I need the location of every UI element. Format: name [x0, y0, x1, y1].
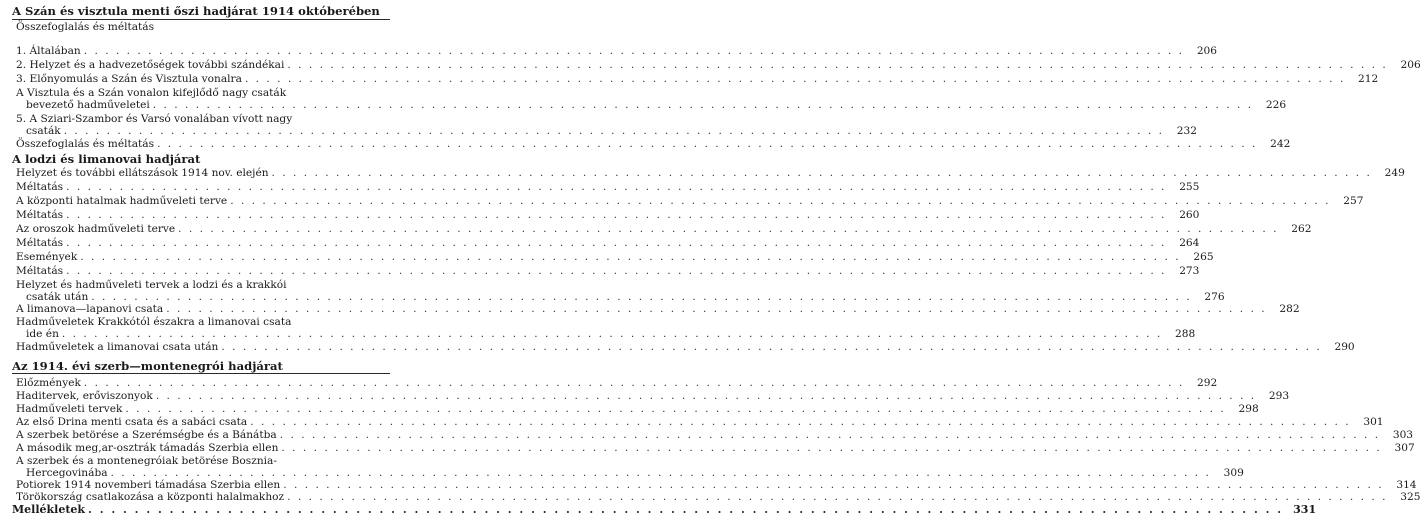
- entry-label: Méltatás: [16, 237, 64, 249]
- entry-label: Méltatás: [16, 209, 64, 221]
- page-number: 290: [1334, 341, 1355, 353]
- entry-label: Potiorek 1914 novemberi támadása Szerbia ellen: [16, 479, 281, 491]
- toc-entry: [16, 73, 1379, 85]
- dot-leader: [156, 390, 1256, 402]
- dot-leader: [111, 467, 1211, 479]
- entry-label-continued: ide én: [26, 328, 59, 340]
- dot-leader: [153, 99, 1253, 111]
- entry-label: A szerbek betörése a Szerémségbe és a Bánátba: [16, 429, 277, 441]
- page-number: 273: [1179, 265, 1200, 277]
- toc-entry: [16, 316, 1196, 340]
- toc-entry: [16, 209, 1200, 221]
- dot-leader: [178, 223, 1278, 235]
- entry-label: Helyzet és további ellátszások 1914 nov. elején: [16, 167, 269, 179]
- toc-entry: [16, 265, 1200, 277]
- dot-leader: [287, 59, 1387, 71]
- page-number: 276: [1204, 291, 1225, 303]
- entry-label: A központi hatalmak hadműveleti terve: [16, 195, 228, 207]
- dot-leader: [66, 265, 1166, 277]
- page-number: 282: [1279, 303, 1300, 315]
- section-title: A Szán és visztula menti őszi hadjárat 1914 októberében: [12, 4, 380, 18]
- entry-label: Méltatás: [16, 181, 64, 193]
- section-rule: [12, 373, 390, 374]
- entry-label-continued: csaták: [26, 125, 61, 137]
- entry-label: Az első Drina menti csata és a sabáci csata: [16, 416, 248, 428]
- dot-leader: [62, 328, 1162, 340]
- dot-leader: [283, 479, 1383, 491]
- page-number: 226: [1265, 99, 1287, 111]
- dot-leader: [272, 167, 1372, 179]
- toc-entry: [16, 138, 1291, 150]
- section-title: Az 1914. évi szerb—montenegrói hadjárat: [12, 359, 283, 373]
- page-number: 206: [1400, 59, 1421, 71]
- entry-label-continued: Hercegovinába: [26, 467, 108, 479]
- entry-label: 5. A Sziari-Szambor és Varsó vonalában vívott nagy: [16, 113, 293, 125]
- toc-entry-appendix: [12, 503, 1317, 516]
- entry-label: Hadműveletek Krakkótól északra a limanovai csata: [16, 316, 292, 328]
- toc-entry: [16, 167, 1405, 179]
- dot-leader: [281, 442, 1381, 454]
- page-number: 307: [1394, 442, 1415, 454]
- page-number: 331: [1293, 503, 1317, 516]
- dot-leader: [287, 491, 1387, 503]
- page-number: 242: [1270, 138, 1291, 150]
- page-number: 262: [1291, 223, 1312, 235]
- page-number: 292: [1197, 377, 1218, 389]
- entry-label: 3. Előnyomulás a Szán és Visztula vonalra: [16, 73, 242, 85]
- toc-entry: [16, 87, 1287, 111]
- toc-entry: [16, 416, 1384, 428]
- section-title: A lodzi és limanovai hadjárat: [12, 152, 201, 166]
- toc-entry: [16, 251, 1214, 263]
- toc-entry: [16, 491, 1421, 503]
- page-number: 249: [1384, 167, 1405, 179]
- page-number: 232: [1176, 125, 1198, 137]
- dot-leader: [157, 138, 1257, 150]
- dot-leader: [66, 181, 1166, 193]
- dot-leader: [88, 504, 1283, 516]
- dot-leader: [125, 403, 1225, 415]
- entry-label: Törökország csatlakozása a központi halalmakhoz: [16, 491, 285, 503]
- toc-entry: [16, 279, 1225, 303]
- page-number: 301: [1363, 416, 1384, 428]
- entry-label-continued: csaták után: [26, 291, 89, 303]
- dot-leader: [84, 377, 1184, 389]
- entry-label: Haditervek, erőviszonyok: [16, 390, 153, 402]
- appendix-label: Mellékletek: [12, 503, 86, 516]
- toc-entry: [16, 390, 1290, 402]
- dot-leader: [245, 73, 1345, 85]
- dot-leader: [230, 195, 1330, 207]
- toc-entry: [16, 455, 1244, 479]
- page-number: 325: [1400, 491, 1421, 503]
- toc-entry: [16, 21, 394, 33]
- dot-leader: [221, 341, 1321, 353]
- entry-label: Hadműveleti tervek: [16, 403, 123, 415]
- page-number: 309: [1223, 467, 1244, 479]
- entry-label: A Visztula és a Szán vonalon kifejlődő nagy csaták: [16, 87, 287, 99]
- entry-label: Az oroszok hadműveleti terve: [16, 223, 176, 235]
- page-number: 288: [1175, 328, 1196, 340]
- page-number: 212: [1358, 73, 1379, 85]
- dot-leader: [64, 125, 1164, 137]
- page-number: 265: [1193, 251, 1214, 263]
- dot-leader: [166, 303, 1266, 315]
- entry-label: 1. Általában: [16, 45, 81, 57]
- toc-entry: [16, 237, 1200, 249]
- toc-entry: [16, 195, 1364, 207]
- entry-label: Összefoglalás és méltatás: [16, 21, 155, 33]
- entry-label: A limanova—lapanovi csata: [16, 303, 164, 315]
- dot-leader: [280, 429, 1380, 441]
- toc-entry: [16, 181, 1200, 193]
- toc-entry: [16, 45, 1218, 57]
- page-number: 264: [1179, 237, 1200, 249]
- entry-label: Összefoglalás és méltatás: [16, 138, 155, 150]
- toc-entry: [16, 223, 1312, 235]
- entry-label-continued: bevezető hadműveletei: [26, 99, 150, 111]
- page-number: 293: [1268, 390, 1290, 402]
- toc-entry: [16, 303, 1300, 315]
- toc-entry: [16, 403, 1259, 415]
- entry-label: A második meg,ar-osztrák támadás Szerbia ellen: [16, 442, 279, 454]
- toc-entry: [16, 479, 1417, 491]
- page-number: 303: [1392, 429, 1414, 441]
- toc-entry: [16, 429, 1414, 441]
- page-number: 257: [1343, 195, 1364, 207]
- page-number: 255: [1179, 181, 1200, 193]
- section-rule: [12, 19, 390, 20]
- entry-label: Előzmények: [16, 377, 81, 389]
- page-number: 314: [1396, 479, 1417, 491]
- dot-leader: [84, 45, 1184, 57]
- entry-label: Hadműveletek a limanovai csata után: [16, 341, 219, 353]
- toc-entry: [16, 442, 1415, 454]
- toc-entry: [16, 113, 1198, 137]
- entry-label: A szerbek és a montenegróiak betörése Bosznia-: [16, 455, 277, 467]
- page-number: 206: [1196, 45, 1218, 57]
- toc-entry: [16, 59, 1421, 71]
- dot-leader: [66, 237, 1166, 249]
- dot-leader: [250, 416, 1350, 428]
- entry-label: Helyzet és hadműveleti tervek a lodzi és a krakkói: [16, 279, 287, 291]
- toc-entry: [16, 341, 1355, 353]
- toc-entry: [16, 377, 1218, 389]
- dot-leader: [66, 209, 1166, 221]
- entry-label: Események: [16, 251, 78, 263]
- dot-leader: [80, 251, 1180, 263]
- dot-leader: [91, 291, 1191, 303]
- page-number: 298: [1238, 403, 1259, 415]
- entry-label: 2. Helyzet és a hadvezetőségek további szándékai: [16, 59, 285, 71]
- page-number: 260: [1179, 209, 1200, 221]
- entry-label: Méltatás: [16, 265, 64, 277]
